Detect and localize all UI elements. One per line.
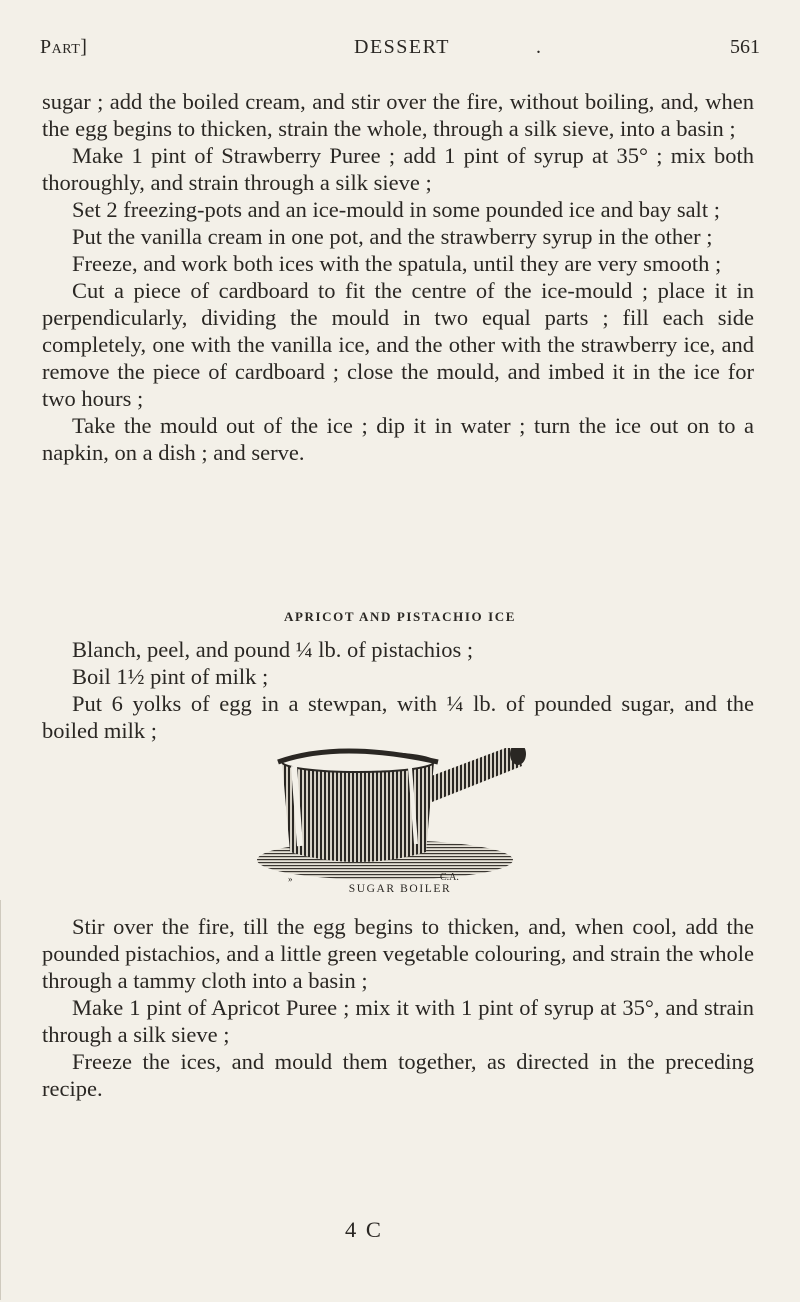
paragraph: Boil 1½ pint of milk ;: [72, 664, 269, 689]
paragraph: sugar ; add the boiled cream, and stir over the fire, without boiling, and, when the egg begins to thicken, strain the whole, through a silk sieve, into a basin ;: [42, 89, 754, 141]
paragraph: Take the mould out of the ice ; dip it in water ; turn the ice out on to a napkin, on a dish ; and serve.: [42, 413, 754, 465]
section-title: APRICOT AND PISTACHIO ICE: [283, 609, 517, 624]
paragraph: Stir over the fire, till the egg begins to thicken, and, when cool, add the pounded pistachios, and a little green vegetable colouring, and strain the whole through a tammy cloth into a basin ;: [42, 914, 754, 993]
paragraph: Put the vanilla cream in one pot, and the strawberry syrup in the other ;: [72, 224, 713, 249]
running-header: [40, 36, 760, 66]
paragraph: Set 2 freezing-pots and an ice-mould in some pounded ice and bay salt ;: [72, 197, 720, 222]
header-title: DESSERT: [354, 36, 450, 58]
paragraph: Freeze the ices, and mould them together, as directed in the preceding recipe.: [42, 1049, 754, 1101]
paragraph: Cut a piece of cardboard to fit the centre of the ice-mould ; place it in perpendicularly, dividing the mould in two equal parts ; fill each side completely, one with the vanilla ice, and the other with the strawberry ice, and remove the piece of cardboard ; close the mould, and imbed it in the ice for two hours ;: [42, 278, 754, 411]
paragraph: Make 1 pint of Apricot Puree ; mix it with 1 pint of syrup at 35°, and strain through a silk sieve ;: [42, 995, 754, 1047]
page-edge-shadow: [0, 900, 1, 1300]
recipe-method: [42, 913, 754, 1102]
signature-mark: 4 C: [345, 1217, 383, 1242]
figure-caption: SUGAR BOILER: [348, 883, 452, 895]
header-dot: .: [536, 36, 541, 58]
recipe-intro: [42, 636, 754, 744]
recipe-continuation: [42, 88, 754, 466]
paragraph: Blanch, peel, and pound ¼ lb. of pistachios ;: [72, 637, 474, 662]
page-number: 561: [730, 36, 760, 58]
paragraph: Put 6 yolks of egg in a stewpan, with ¼ lb. of pounded sugar, and the boiled milk ;: [42, 691, 754, 743]
svg-text:»: »: [288, 874, 293, 884]
saucepan-engraving: [220, 748, 550, 888]
header-part: Part]: [40, 36, 88, 58]
paragraph: Freeze, and work both ices with the spatula, until they are very smooth ;: [72, 251, 722, 276]
paragraph: Make 1 pint of Strawberry Puree ; add 1 pint of syrup at 35° ; mix both thoroughly, and strain through a silk sieve ;: [42, 143, 754, 195]
engraver-mark: C.A.: [440, 872, 459, 883]
